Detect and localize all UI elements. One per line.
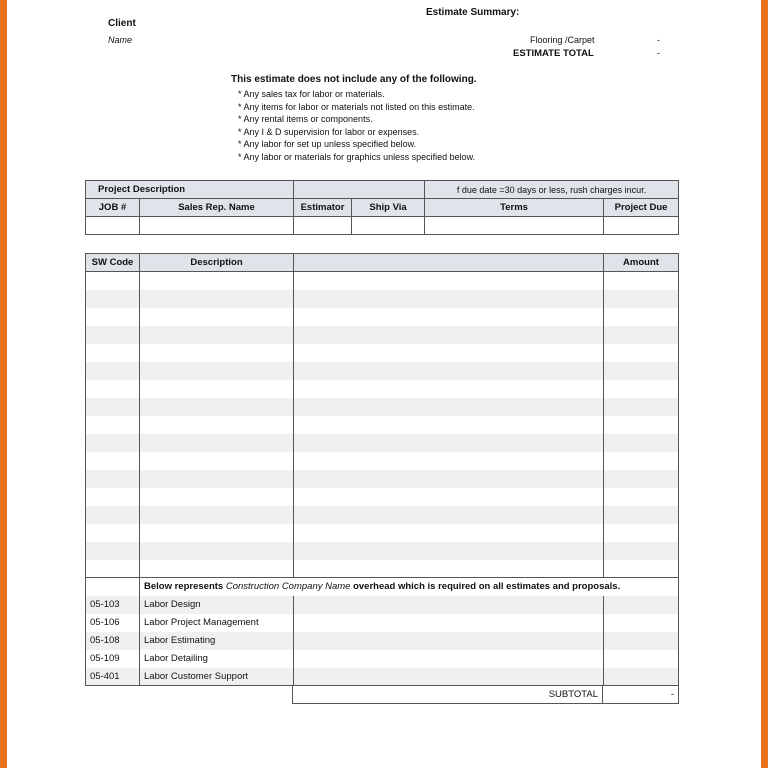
item-code-cell[interactable] [86,416,140,434]
col-ship-via: Ship Via [352,199,425,217]
items-table [85,253,679,686]
item-blank-cell[interactable] [294,542,604,560]
item-amount-cell[interactable] [604,308,679,326]
item-code-cell[interactable] [86,308,140,326]
estimate-summary-title: Estimate Summary: [426,7,520,18]
item-blank-cell[interactable] [294,308,604,326]
sales-rep-field[interactable] [140,217,294,235]
item-desc-cell[interactable] [140,290,294,308]
item-row [86,380,679,398]
item-desc-cell[interactable] [140,434,294,452]
item-row [86,434,679,452]
item-amount-cell[interactable] [604,470,679,488]
item-row [86,344,679,362]
item-code-cell[interactable] [86,506,140,524]
item-blank-cell[interactable] [294,326,604,344]
item-row [86,506,679,524]
item-code-cell[interactable] [86,488,140,506]
item-code-cell[interactable] [86,542,140,560]
labor-blank[interactable] [294,614,604,632]
item-desc-cell[interactable] [140,560,294,578]
item-blank-cell[interactable] [294,524,604,542]
labor-blank[interactable] [294,632,604,650]
labor-amount[interactable] [604,632,679,650]
item-desc-cell[interactable] [140,344,294,362]
labor-amount[interactable] [604,650,679,668]
col-blank [294,254,604,272]
flooring-label: Flooring /Carpet [530,35,595,45]
client-name: Name [108,35,133,45]
item-amount-cell[interactable] [604,434,679,452]
item-desc-cell[interactable] [140,398,294,416]
labor-desc: Labor Estimating [140,632,294,650]
item-code-cell[interactable] [86,326,140,344]
item-row [86,290,679,308]
exclusion-item: * Any labor or materials for graphics unless specified below. [238,151,476,162]
item-row [86,452,679,470]
labor-amount[interactable] [604,668,679,686]
labor-blank[interactable] [294,668,604,686]
item-blank-cell[interactable] [294,506,604,524]
col-project-due: Project Due [604,199,679,217]
item-code-cell[interactable] [86,290,140,308]
item-blank-cell[interactable] [294,434,604,452]
labor-blank[interactable] [294,650,604,668]
item-code-cell[interactable] [86,362,140,380]
labor-amount[interactable] [604,614,679,632]
item-row [86,416,679,434]
col-description: Description [140,254,294,272]
col-sales-rep: Sales Rep. Name [140,199,294,217]
project-table [85,180,679,235]
item-desc-cell[interactable] [140,488,294,506]
item-blank-cell[interactable] [294,560,604,578]
item-code-cell[interactable] [86,452,140,470]
project-description-field[interactable] [294,181,425,199]
item-desc-cell[interactable] [140,470,294,488]
overhead-note [140,578,679,596]
item-blank-cell[interactable] [294,290,604,308]
item-desc-cell[interactable] [140,524,294,542]
item-amount-cell[interactable] [604,326,679,344]
item-amount-cell[interactable] [604,344,679,362]
col-job: JOB # [86,199,140,217]
labor-code: 05-109 [86,650,140,668]
exclusion-item: * Any rental items or components. [238,114,373,125]
client-label: Client [108,18,136,29]
item-amount-cell[interactable] [604,452,679,470]
item-blank-cell[interactable] [294,344,604,362]
item-row [86,308,679,326]
col-estimator: Estimator [294,199,352,217]
overhead-suffix: overhead which is required on all estimates and proposals. [350,581,621,593]
item-code-cell[interactable] [86,560,140,578]
labor-desc: Labor Design [140,596,294,614]
labor-code: 05-106 [86,614,140,632]
labor-blank[interactable] [294,596,604,614]
item-code-cell[interactable] [86,524,140,542]
page-border-left [0,0,7,768]
project-description-label [86,181,294,199]
labor-code: 05-103 [86,596,140,614]
item-code-cell[interactable] [86,272,140,290]
subtotal-label: SUBTOTAL [293,686,603,704]
item-code-cell[interactable] [86,380,140,398]
item-code-cell[interactable] [86,398,140,416]
item-amount-cell[interactable] [604,488,679,506]
overhead-code-cell [86,578,140,596]
subtotal-table [292,685,679,704]
item-row [86,560,679,578]
subtotal-value: - [603,686,679,704]
ship-via-field[interactable] [352,217,425,235]
item-row [86,398,679,416]
overhead-company: Construction Company Name [225,581,351,593]
item-blank-cell[interactable] [294,416,604,434]
item-row [86,524,679,542]
item-amount-cell[interactable] [604,362,679,380]
item-amount-cell[interactable] [604,542,679,560]
item-amount-cell[interactable] [604,290,679,308]
exclusions-list [238,88,475,164]
exclusions-heading: This estimate does not include any of the following. [231,74,477,85]
exclusion-item: * Any sales tax for labor or materials. [238,89,385,99]
item-desc-cell[interactable] [140,542,294,560]
item-blank-cell[interactable] [294,488,604,506]
item-code-cell[interactable] [86,434,140,452]
item-amount-cell[interactable] [604,398,679,416]
item-amount-cell[interactable] [604,506,679,524]
exclusion-item: * Any I & D supervision for labor or expenses. [238,126,420,137]
labor-desc: Labor Project Management [140,614,294,632]
labor-desc: Labor Customer Support [140,668,294,686]
estimate-total-label: ESTIMATE TOTAL [513,48,594,59]
page-border-right [761,0,768,768]
terms-field[interactable] [425,217,604,235]
due-date-note: f due date =30 days or less, rush charges incur. [425,181,679,199]
item-desc-cell[interactable] [140,362,294,380]
project-due-field[interactable] [604,217,679,235]
item-amount-cell[interactable] [604,272,679,290]
labor-code: 05-108 [86,632,140,650]
job-field[interactable] [86,217,140,235]
item-desc-cell[interactable] [140,506,294,524]
item-code-cell[interactable] [86,470,140,488]
estimator-field[interactable] [294,217,352,235]
item-blank-cell[interactable] [294,452,604,470]
item-row [86,542,679,560]
item-row [86,488,679,506]
item-amount-cell[interactable] [604,524,679,542]
item-amount-cell[interactable] [604,416,679,434]
item-blank-cell[interactable] [294,272,604,290]
item-amount-cell[interactable] [604,560,679,578]
item-desc-cell[interactable] [140,416,294,434]
item-row [86,326,679,344]
labor-code: 05-401 [86,668,140,686]
item-blank-cell[interactable] [294,398,604,416]
labor-desc: Labor Detailing [140,650,294,668]
flooring-value: - [657,35,660,45]
estimate-total-value: - [657,48,660,58]
labor-amount[interactable] [604,596,679,614]
item-desc-cell[interactable] [140,308,294,326]
overhead-prefix: Below represents [144,581,226,593]
item-row [86,272,679,290]
item-desc-cell[interactable] [140,326,294,344]
item-desc-cell[interactable] [140,452,294,470]
item-blank-cell[interactable] [294,362,604,380]
project-description-text: Project Description [98,184,186,195]
col-terms: Terms [425,199,604,217]
item-blank-cell[interactable] [294,380,604,398]
item-code-cell[interactable] [86,344,140,362]
exclusion-item: * Any items for labor or materials not listed on this estimate. [238,101,475,112]
item-row [86,362,679,380]
item-desc-cell[interactable] [140,272,294,290]
exclusion-item: * Any labor for set up unless specified below. [238,139,417,150]
col-amount: Amount [604,254,679,272]
item-row [86,470,679,488]
item-amount-cell[interactable] [604,380,679,398]
item-desc-cell[interactable] [140,380,294,398]
col-sw-code: SW Code [86,254,140,272]
item-blank-cell[interactable] [294,470,604,488]
